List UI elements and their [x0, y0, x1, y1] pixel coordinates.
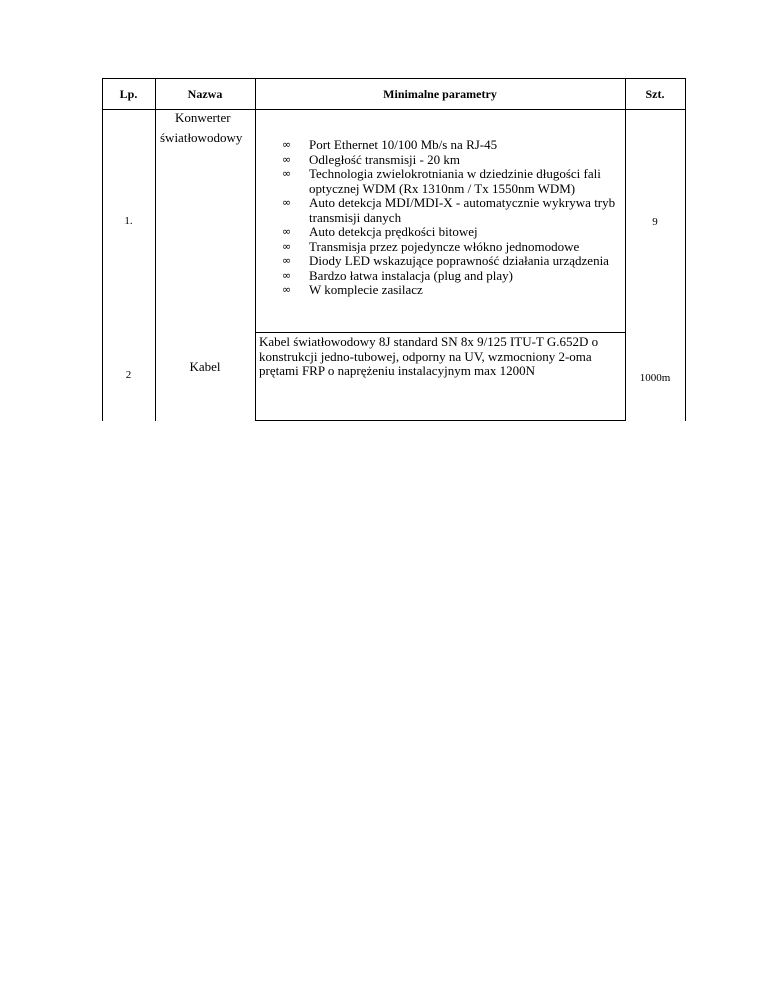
- parameter-item: [282, 254, 615, 269]
- parameter-text: optycznej WDM (Rx 1310nm / Tx 1550nm WDM): [309, 180, 576, 196]
- table-top-border: [102, 78, 686, 79]
- header-lp: Lp.: [119, 87, 138, 101]
- header-nazwa: Nazwa: [187, 87, 223, 101]
- parameter-item: [282, 211, 615, 226]
- bullet-infinity-icon: ∞: [282, 167, 292, 180]
- parameter-text: Bardzo łatwa instalacja (plug and play): [309, 267, 513, 283]
- parameter-item: [282, 182, 615, 197]
- bullet-infinity-icon: ∞: [282, 239, 292, 253]
- parameter-item: [282, 167, 615, 182]
- table-right-border: [685, 78, 686, 421]
- parameter-item: [282, 153, 615, 168]
- row2-nazwa: Kabel: [189, 359, 221, 374]
- row1-nazwa-line2: światłowodowy: [160, 130, 243, 145]
- parameter-item: [282, 240, 615, 255]
- header-szt: Szt.: [645, 87, 665, 101]
- parameter-text: transmisji danych: [309, 209, 402, 225]
- row1-nazwa-line1: Konwerter: [175, 110, 231, 125]
- parameter-text: Odległość transmisji - 20 km: [309, 151, 460, 167]
- row1-bottom-border-params: [255, 332, 625, 333]
- parameter-item: [282, 283, 615, 298]
- col-params-divider: [625, 78, 626, 421]
- parameter-text: Port Ethernet 10/100 Mb/s na RJ-45: [309, 137, 498, 152]
- parameter-text: W komplecie zasilacz: [309, 282, 423, 297]
- bullet-infinity-icon: ∞: [282, 225, 292, 238]
- parameter-text: Transmisja przez pojedyncze włókno jednomodowe: [309, 238, 580, 254]
- row1-lp: 1.: [124, 215, 133, 227]
- bullet-infinity-icon: ∞: [282, 152, 292, 166]
- parameter-text: Auto detekcja prędkości bitowej: [309, 224, 478, 239]
- bullet-infinity-icon: ∞: [282, 283, 292, 296]
- parameter-item: [282, 225, 615, 240]
- bullet-infinity-icon: ∞: [282, 268, 292, 282]
- parameter-item: [282, 138, 615, 153]
- bullet-infinity-icon: ∞: [282, 196, 292, 209]
- col-nazwa-divider: [255, 78, 256, 421]
- parameter-item: [282, 196, 615, 211]
- row2-bottom-border-params: [255, 420, 625, 421]
- row2-lp: 2: [125, 369, 132, 381]
- row1-parameters-list: [282, 138, 615, 298]
- bullet-infinity-icon: ∞: [282, 138, 292, 151]
- parameter-text: Auto detekcja MDI/MDI-X - automatycznie wykrywa tryb: [309, 195, 616, 210]
- parameter-text: Diody LED wskazujące poprawność działania urządzenia: [309, 253, 609, 268]
- header-parametry: Minimalne parametry: [383, 87, 497, 101]
- row2-parameters: Kabel światłowodowy 8J standard SN 8x 9/125 ITU-T G.652D o konstrukcji jedno-tubowej, odporny na UV, wzmocniony 2-oma prętami FRP o naprężeniu instalacyjnym max 1200N: [259, 334, 599, 378]
- row1-szt: 9: [652, 216, 658, 228]
- row2-szt: 1000m: [639, 372, 671, 384]
- bullet-infinity-icon: ∞: [282, 254, 292, 267]
- parameter-text: Technologia zwielokrotniania w dziedzinie długości fali: [309, 166, 601, 181]
- parameter-item: [282, 269, 615, 284]
